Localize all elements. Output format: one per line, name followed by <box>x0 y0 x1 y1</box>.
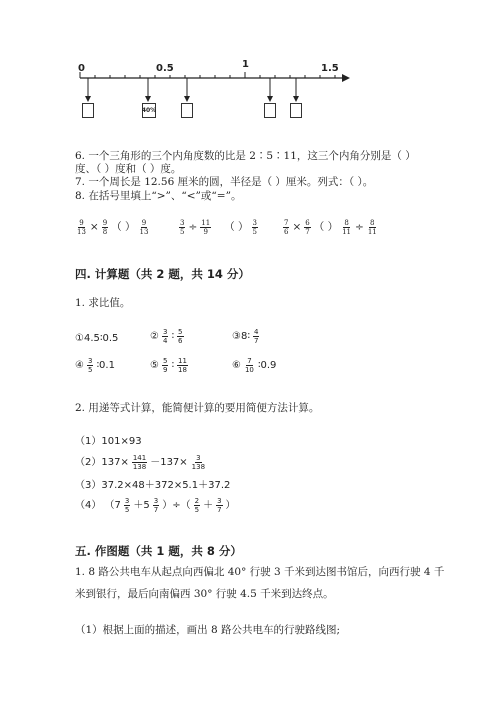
number-line <box>70 58 360 118</box>
tick-label-0: 0 <box>78 63 85 74</box>
tick-label-1: 1 <box>242 59 249 70</box>
fraction: $\frac{8}{11}$ <box>342 219 352 236</box>
section-4-title: 四. 计算题（共 2 题，共 14 分） <box>75 267 250 281</box>
answer-box[interactable] <box>264 103 276 118</box>
section-4-question-1: 1. 求比值。 <box>75 297 131 309</box>
blank[interactable]: （ ） <box>313 221 339 233</box>
fraction: $\frac{3}{5}$ <box>180 219 185 236</box>
answer-box[interactable] <box>82 103 94 118</box>
fraction: $\frac{5}{6}$ <box>178 328 183 345</box>
calc-4: （4） （7 $\frac{3}{5}$ ＋5 $\frac{3}{7}$ ）÷（ $\frac{2}{5}$ ＋ $\frac{3}{7}$ ） <box>75 497 236 514</box>
compare-expression-1: $\frac{9}{13}$ × $\frac{9}{8}$ （ ） $\frac{9}{13}$ <box>77 219 149 236</box>
ratio-1: ①4.5∶0.5 <box>75 333 119 344</box>
fraction: $\frac{9}{13}$ <box>139 219 149 236</box>
ratio-4: ④ $\frac{3}{5}$ ∶0.1 <box>75 357 115 374</box>
fraction: $\frac{3}{5}$ <box>87 357 93 374</box>
percent-label: 40% <box>141 107 157 114</box>
fraction: $\frac{6}{7}$ <box>305 219 310 236</box>
tick-label-1-5: 1.5 <box>321 63 339 74</box>
fraction: $\frac{4}{7}$ <box>253 328 259 345</box>
compare-expression-2: $\frac{3}{5}$ ÷ $\frac{11}{9}$ （ ） $\frac{3}{5}$ <box>180 219 258 236</box>
fraction: $\frac{9}{13}$ <box>77 219 86 236</box>
question-6-line2: 度、（ ）度和（ ）度。 <box>75 163 182 175</box>
section-5-subquestion-1: （1）根据上面的描述，画出 8 路公共电车的行驶路线图; <box>75 624 341 636</box>
fraction: $\frac{2}{5}$ <box>194 497 200 514</box>
ratio-3: ③8∶ $\frac{4}{7}$ <box>232 328 259 345</box>
fraction: $\frac{9}{8}$ <box>102 219 108 236</box>
calc-1: （1）101×93 <box>75 436 142 447</box>
fraction: $\frac{11}{18}$ <box>178 357 187 374</box>
question-7: 7. 一个周长是 12.56 厘米的圆，半径是（ ）厘米。列式：（ ）。 <box>75 176 374 188</box>
compare-expression-3: $\frac{7}{6}$ × $\frac{6}{7}$ （ ） $\frac{8}{11}$ ÷ $\frac{8}{11}$ <box>284 219 377 236</box>
fraction: $\frac{3}{138}$ <box>191 454 206 471</box>
fraction: $\frac{5}{9}$ <box>162 357 168 374</box>
section-4-question-2: 2. 用递等式计算，能简便计算的要用简便方法计算。 <box>75 402 320 414</box>
section-5-question-1-line2: 米到银行，最后向南偏西 30° 行驶 4.5 千米到达终点。 <box>75 588 334 600</box>
fraction: $\frac{7}{10}$ <box>244 357 254 374</box>
tick-label-0-5: 0.5 <box>156 63 174 74</box>
fraction: $\frac{3}{4}$ <box>162 328 168 345</box>
answer-box-labeled <box>142 103 156 118</box>
section-5-title: 五. 作图题（共 1 题，共 8 分） <box>75 544 242 558</box>
fraction: $\frac{141}{138}$ <box>132 454 147 471</box>
fraction: $\frac{3}{7}$ <box>153 497 159 514</box>
fraction: $\frac{3}{5}$ <box>252 219 258 236</box>
answer-box[interactable] <box>290 103 302 118</box>
fraction: $\frac{8}{11}$ <box>367 219 377 236</box>
section-5-question-1-line1: 1. 8 路公共电车从起点向西偏北 40° 行驶 3 千米到达图书馆后，向西行驶 4 千 <box>75 566 445 578</box>
ratio-5: ⑤ $\frac{5}{9}$ ∶ $\frac{11}{18}$ <box>150 357 187 374</box>
question-6-line1: 6. 一个三角形的三个内角度数的比是 2∶5∶11，这三个内角分别是（ ） <box>75 150 416 162</box>
ratio-2: ② $\frac{3}{4}$ ∶ $\frac{5}{6}$ <box>150 328 183 345</box>
fraction: $\frac{3}{5}$ <box>124 497 130 514</box>
fraction: $\frac{7}{6}$ <box>284 219 289 236</box>
blank[interactable]: （ ） <box>111 221 136 233</box>
question-8: 8. 在括号里填上“>”、“<”或“=”。 <box>75 190 242 202</box>
fraction: $\frac{3}{7}$ <box>217 497 222 514</box>
blank[interactable]: （ ） <box>224 221 249 233</box>
answer-box[interactable] <box>181 103 193 118</box>
ratio-6: ⑥ $\frac{7}{10}$ ∶0.9 <box>232 357 277 374</box>
calc-3: （3）37.2×48＋372×5.1＋37.2 <box>75 480 231 491</box>
fraction: $\frac{11}{9}$ <box>201 219 211 236</box>
calc-2: （2）137× $\frac{141}{138}$ －137× $\frac{3}{138}$ <box>75 454 206 471</box>
